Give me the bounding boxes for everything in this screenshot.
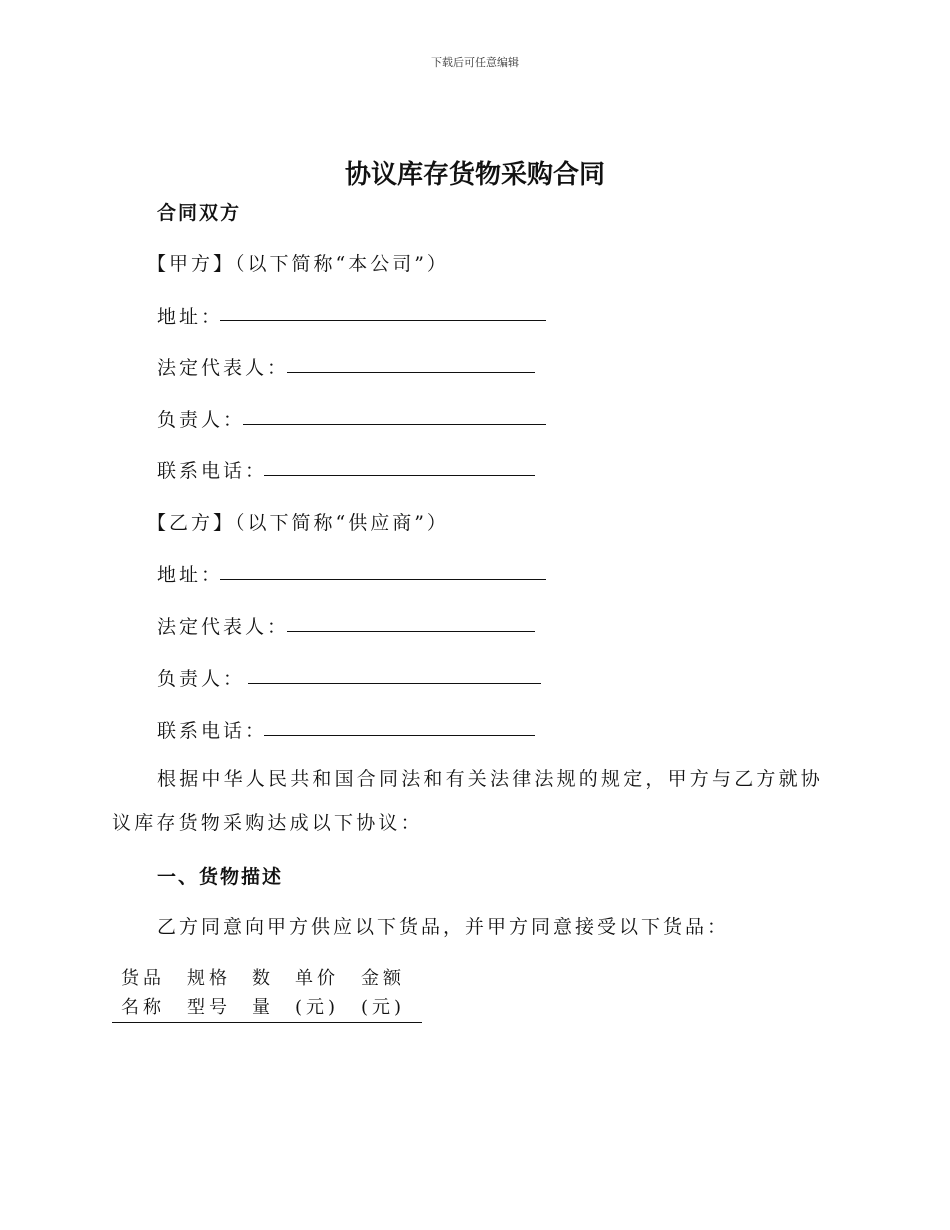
goods-table-col-unit-price: 单价 (元) xyxy=(294,968,340,1018)
page-header-note: 下载后可任意编辑 xyxy=(431,56,519,69)
party-b-label: 【乙方】（以下简称“供应商”） xyxy=(147,512,449,534)
party-b-legal-rep-label: 法定代表人： xyxy=(157,616,290,638)
party-a-legal-rep-label: 法定代表人： xyxy=(157,357,290,379)
document-title: 协议库存货物采购合同 xyxy=(344,160,605,190)
party-a-person-in-charge-blank[interactable] xyxy=(243,424,546,425)
party-a-address-blank[interactable] xyxy=(220,320,546,321)
party-b-phone-blank[interactable] xyxy=(264,735,535,736)
party-a-person-in-charge-label: 负责人： xyxy=(157,409,246,431)
party-a-legal-rep-blank[interactable] xyxy=(287,372,535,373)
intro-paragraph: 根据中华人民共和国合同法和有关法律法规的规定，甲方与乙方就协议库存货物采购达成以下协议： xyxy=(112,768,824,834)
parties-heading: 合同双方 xyxy=(157,202,242,224)
section-1-heading: 一、货物描述 xyxy=(157,866,284,888)
party-b-person-in-charge-blank[interactable] xyxy=(248,683,541,684)
party-b-address-blank[interactable] xyxy=(220,579,546,580)
party-b-phone-label: 联系电话： xyxy=(157,720,268,742)
party-b-address-label: 地址： xyxy=(157,564,224,586)
party-a-phone-blank[interactable] xyxy=(264,475,535,476)
section-1-text: 乙方同意向甲方供应以下货品，并甲方同意接受以下货品： xyxy=(157,916,730,938)
goods-table-col-quantity: 数 量 xyxy=(252,968,274,1018)
party-a-phone-label: 联系电话： xyxy=(157,460,268,482)
party-b-person-in-charge-label: 负责人： xyxy=(157,668,246,690)
goods-table-col-amount: 金额 (元) xyxy=(360,968,406,1018)
party-b-legal-rep-blank[interactable] xyxy=(287,631,535,632)
goods-table-col-spec: 规格 型号 xyxy=(187,968,231,1018)
party-a-label: 【甲方】（以下简称“本公司”） xyxy=(147,253,449,275)
goods-table-header xyxy=(112,964,422,1023)
goods-table-col-name: 货品 名称 xyxy=(121,968,165,1018)
party-a-address-label: 地址： xyxy=(157,306,224,328)
